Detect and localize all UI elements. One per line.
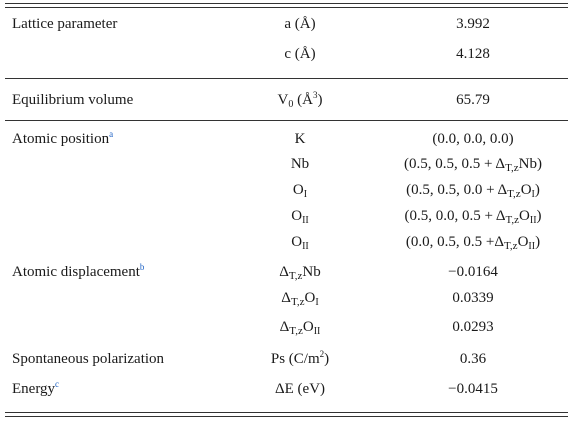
displacement-symbol-nb: $\Delta_{T,z}Nb$ bbox=[279, 264, 321, 282]
polarization-value: 0.36 bbox=[459, 351, 487, 367]
displacement-symbol-oii: $\Delta_{T,z}O_{II}$ bbox=[279, 319, 321, 337]
polarization-label: Spontaneous polarization bbox=[12, 351, 165, 367]
table-top-rule-2 bbox=[5, 7, 568, 8]
table-bottom-rule-2 bbox=[5, 416, 568, 417]
position-value-nb: (0.5, 0.5, $0.5 + \Delta_{T,z}Nb$) bbox=[404, 156, 542, 174]
displacement-symbol-oi: $\Delta_{T,z}O_I$ bbox=[281, 290, 319, 308]
position-value-k: (0.0, 0.0, 0.0) bbox=[432, 131, 514, 147]
energy-symbol: ΔE (eV) bbox=[274, 381, 326, 397]
displacement-value-oii: 0.0293 bbox=[452, 319, 494, 335]
footnote-c: c bbox=[55, 379, 60, 389]
position-label: Atomic position$^a$ bbox=[12, 129, 114, 147]
position-value-oii: (0.5, 0.0, $0.5 + \Delta_{T,z}O_{II}$) bbox=[404, 208, 542, 226]
row-divider bbox=[5, 78, 568, 79]
table-top-rule bbox=[5, 3, 568, 4]
position-atom-oii-2: $O_{II}$ bbox=[291, 234, 309, 252]
footnote-a: a bbox=[109, 129, 114, 139]
displacement-value-nb: −0.0164 bbox=[448, 264, 498, 280]
lattice-a-symbol: a (Å) bbox=[284, 16, 316, 32]
footnote-b: b bbox=[139, 262, 145, 272]
position-atom-oi: $O_I$ bbox=[292, 182, 308, 200]
position-atom-k: K bbox=[294, 131, 306, 147]
row-divider bbox=[5, 120, 568, 121]
table-bottom-rule bbox=[5, 412, 568, 413]
position-atom-nb: Nb bbox=[290, 156, 310, 172]
displacement-label: Atomic displacement$^b$ bbox=[12, 262, 145, 280]
volume-symbol: $V_0$ $(Å^3)$ bbox=[277, 90, 323, 110]
position-atom-oii: $O_{II}$ bbox=[291, 208, 309, 226]
lattice-label: Lattice parameter bbox=[12, 16, 118, 32]
energy-value: −0.0415 bbox=[448, 381, 498, 397]
lattice-c-value: 4.128 bbox=[456, 46, 490, 62]
position-value-oi: (0.5, 0.5, $0.0 + \Delta_{T,z}O_I$) bbox=[406, 182, 540, 200]
volume-label: Equilibrium volume bbox=[12, 92, 134, 108]
volume-value: 65.79 bbox=[456, 92, 490, 108]
position-value-oii-2: (0.0, 0.5, $0.5 +\Delta_{T,z}O_{II}$) bbox=[405, 234, 541, 252]
lattice-a-value: 3.992 bbox=[456, 16, 490, 32]
displacement-value-oi: 0.0339 bbox=[452, 290, 494, 306]
energy-label: Energy$^c$ bbox=[12, 379, 60, 397]
lattice-c-symbol: c (Å) bbox=[284, 46, 316, 62]
polarization-symbol: Ps $(C/m^2)$ bbox=[270, 349, 330, 367]
